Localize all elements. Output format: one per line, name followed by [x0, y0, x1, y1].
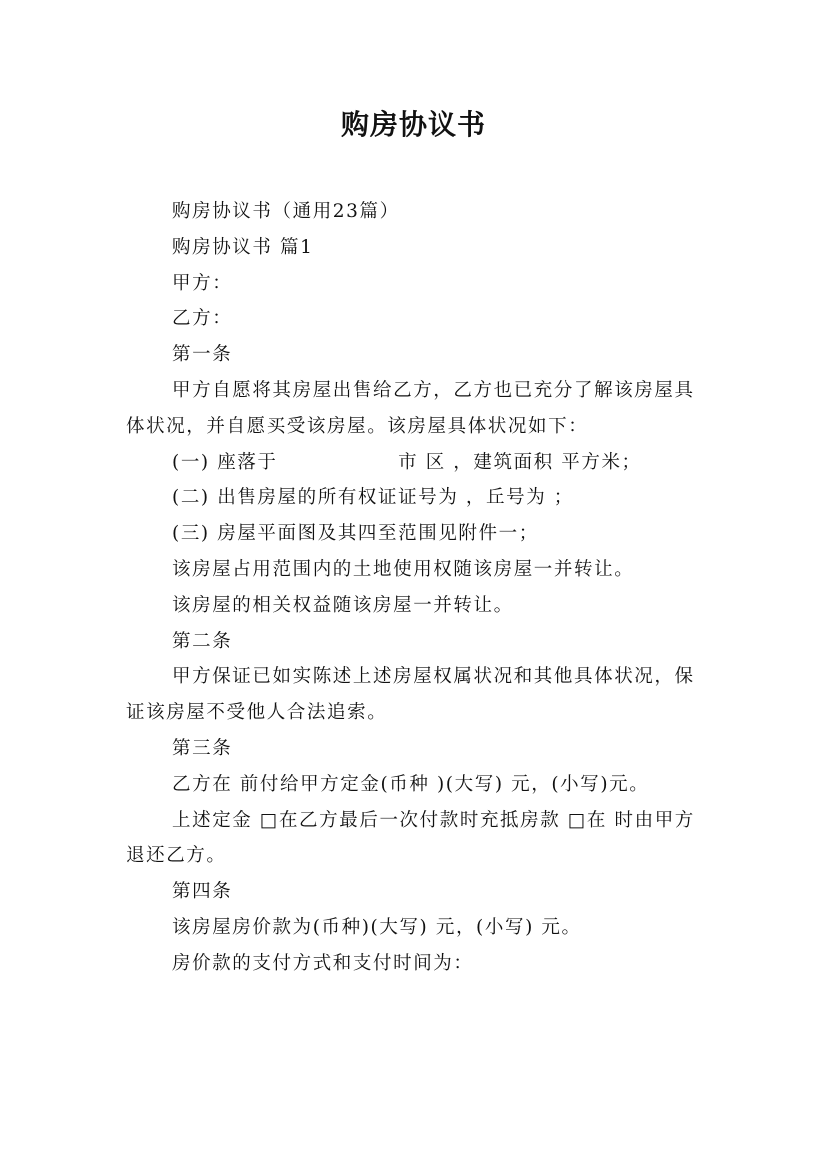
paragraph: (一) 座落于 市 区 ，建筑面积 平方米；	[172, 451, 642, 473]
paragraph: 该房屋的相关权益随该房屋一并转让。	[172, 594, 514, 616]
paragraph: 乙方：	[172, 308, 233, 330]
document-title: 购房协议书	[340, 108, 486, 141]
paragraph: 乙方在 前付给甲方定金(币种 )(大写) 元，(小写)元。	[172, 773, 650, 795]
paragraph: 购房协议书 篇1	[172, 236, 314, 258]
paragraph: 上述定金 □在乙方最后一次付款时充抵房款 □在 时由甲方退还乙方。	[126, 809, 695, 867]
document-body	[126, 194, 706, 982]
paragraph: 甲方：	[172, 272, 233, 294]
article-heading: 第二条	[172, 630, 233, 652]
paragraph: 甲方保证已如实陈述上述房屋权属状况和其他具体状况，保证该房屋不受他人合法追索。	[126, 666, 695, 724]
article-heading: 第三条	[172, 737, 233, 759]
paragraph: 该房屋占用范围内的土地使用权随该房屋一并转让。	[172, 558, 635, 580]
paragraph: 购房协议书（通用23篇）	[172, 201, 400, 222]
paragraph: 甲方自愿将其房屋出售给乙方，乙方也已充分了解该房屋具体状况，并自愿买受该房屋。该房屋具体状况如下：	[126, 379, 695, 437]
paragraph: (二) 出售房屋的所有权证证号为 ，丘号为 ；	[172, 487, 574, 509]
paragraph: 该房屋房价款为(币种)(大写) 元，(小写) 元。	[172, 916, 582, 938]
paragraph: 房价款的支付方式和支付时间为：	[172, 952, 474, 974]
article-heading: 第四条	[172, 881, 233, 903]
paragraph: (三) 房屋平面图及其四至范围见附件一；	[172, 523, 539, 545]
article-heading: 第一条	[172, 344, 233, 366]
